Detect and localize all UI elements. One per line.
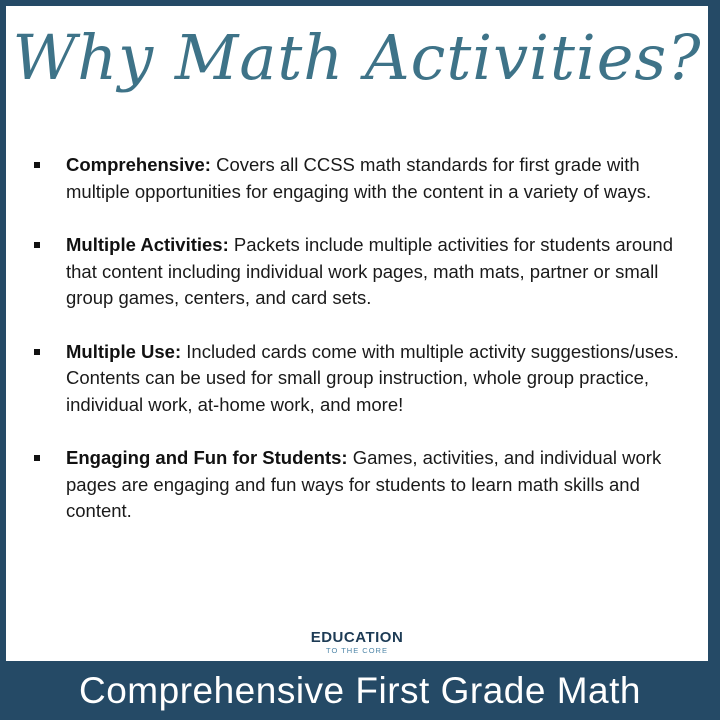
logo-sub-text: TO THE CORE [326, 646, 388, 655]
brand-logo [6, 630, 708, 655]
bullet-square-icon [34, 162, 40, 168]
list-item [28, 152, 688, 205]
bullet-square-icon [34, 455, 40, 461]
bullet-text: Packets include multiple activities for students around that content including individual work pages, math mats, partner or small group games, centers, and card sets. [66, 234, 673, 308]
bullet-heading: Multiple Use: [66, 340, 182, 362]
footer-banner [0, 661, 720, 720]
bullet-heading: Multiple Activities: [66, 234, 229, 255]
bullet-heading: Comprehensive: [66, 154, 211, 175]
bullet-text: Included cards come with multiple activity suggestions/uses. Contents can be used for small group instruction, whole group practice, individual work, at-home work, and more! [66, 340, 679, 415]
bullet-text: Covers all CCSS math standards for first grade with multiple opportunities for engaging with the content in a variety of ways. [66, 154, 652, 202]
feature-list [28, 152, 688, 552]
bullet-heading: Engaging and Fun for Students: [66, 447, 348, 468]
footer-title: Comprehensive First Grade Math [79, 669, 641, 711]
bullet-square-icon [34, 349, 40, 355]
content-card [6, 6, 708, 661]
bullet-text: Games, activities, and individual work pages are engaging and fun ways for students to learn math skills and content. [66, 447, 662, 521]
list-item [28, 445, 688, 525]
bullet-square-icon [34, 242, 40, 248]
logo-main-text: EDUCATION [310, 629, 404, 646]
page-title: Why Math Activities? [12, 21, 702, 94]
list-item [28, 232, 688, 312]
list-item [28, 339, 688, 419]
